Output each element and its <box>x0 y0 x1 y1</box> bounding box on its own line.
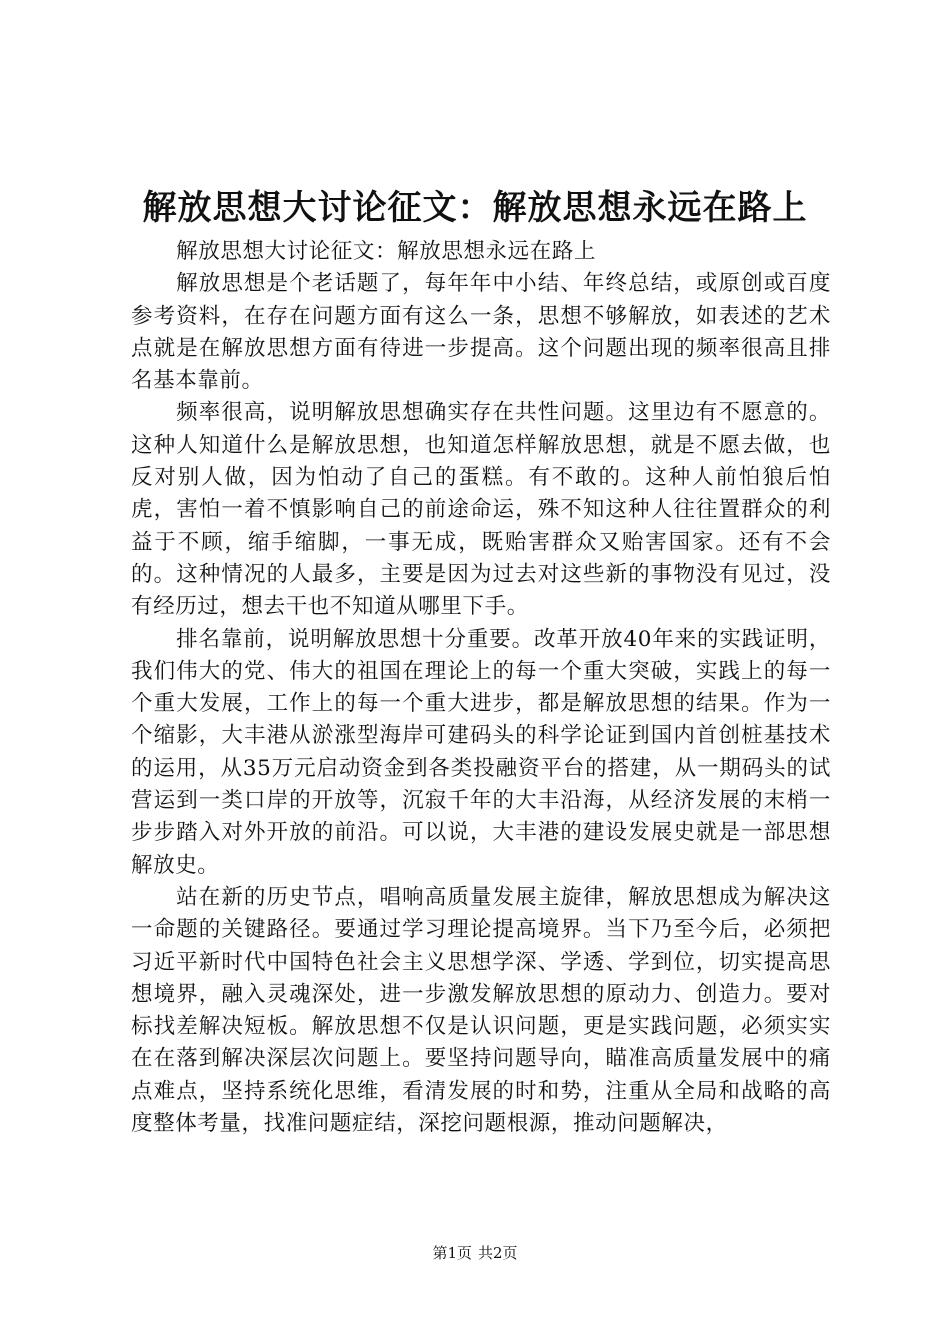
body-paragraph: 站在新的历史节点，唱响高质量发展主旋律，解放思想成为解决这一命题的关键路径。要通过学习理论提高境界。当下乃至今后，必须把习近平新时代中国特色社会主义思想学深、学透、学到位，切实提高思想境界，融入灵魂深处，进一步激发解放思想的原动力、创造力。要对标找差解决短板。解放思想不仅是认识问题，更是实践问题，必须实实在在落到解决深层次问题上。要坚持问题导向，瞄准高质量发展中的痛点难点，坚持系统化思维，看清发展的时和势，注重从全局和战略的高度整体考量，找准问题症结，深挖问题根源，推动问题解决， <box>131 884 831 1137</box>
page-total: 共2页 <box>478 1244 518 1262</box>
body-paragraph: 解放思想是个老话题了，每年年中小结、年终总结，或原创或百度参考资料，在存在问题方面有这么一条，思想不够解放，如表述的艺术点就是在解放思想方面有待进一步提高。这个问题出现的频率很高且排名基本靠前。 <box>131 271 831 394</box>
page-footer <box>0 1243 950 1263</box>
body-paragraph: 排名靠前，说明解放思想十分重要。改革开放40年来的实践证明，我们伟大的党、伟大的祖国在理论上的每一个重大突破，实践上的每一个重大发展，工作上的每一个重大进步，都是解放思想的结果。作为一个缩影，大丰港从淤涨型海岸可建码头的科学论证到国内首创桩基技术的运用，从35万元启动资金到各类投融资平台的搭建，从一期码头的试营运到一类口岸的开放等，沉寂千年的大丰沿海，从经济发展的末梢一步步踏入对外开放的前沿。可以说，大丰港的建设发展史就是一部思想解放史。 <box>131 626 831 878</box>
body-paragraph: 解放思想大讨论征文：解放思想永远在路上 <box>176 239 597 264</box>
document-body <box>131 236 831 1140</box>
document-title: 解放思想大讨论征文：解放思想永远在路上 <box>142 188 808 228</box>
page-number: 第1页 <box>432 1244 472 1262</box>
body-paragraph: 频率很高，说明解放思想确实存在共性问题。这里边有不愿意的。这种人知道什么是解放思想，也知道怎样解放思想，就是不愿去做，也反对别人做，因为怕动了自己的蛋糕。有不敢的。这种人前怕狼后怕虎，害怕一着不慎影响自己的前途命运，殊不知这种人往往置群众的利益于不顾，缩手缩脚，一事无成，既贻害群众又贻害国家。还有不会的。这种情况的人最多，主要是因为过去对这些新的事物没有见过，没有经历过，想去干也不知道从哪里下手。 <box>131 400 831 620</box>
